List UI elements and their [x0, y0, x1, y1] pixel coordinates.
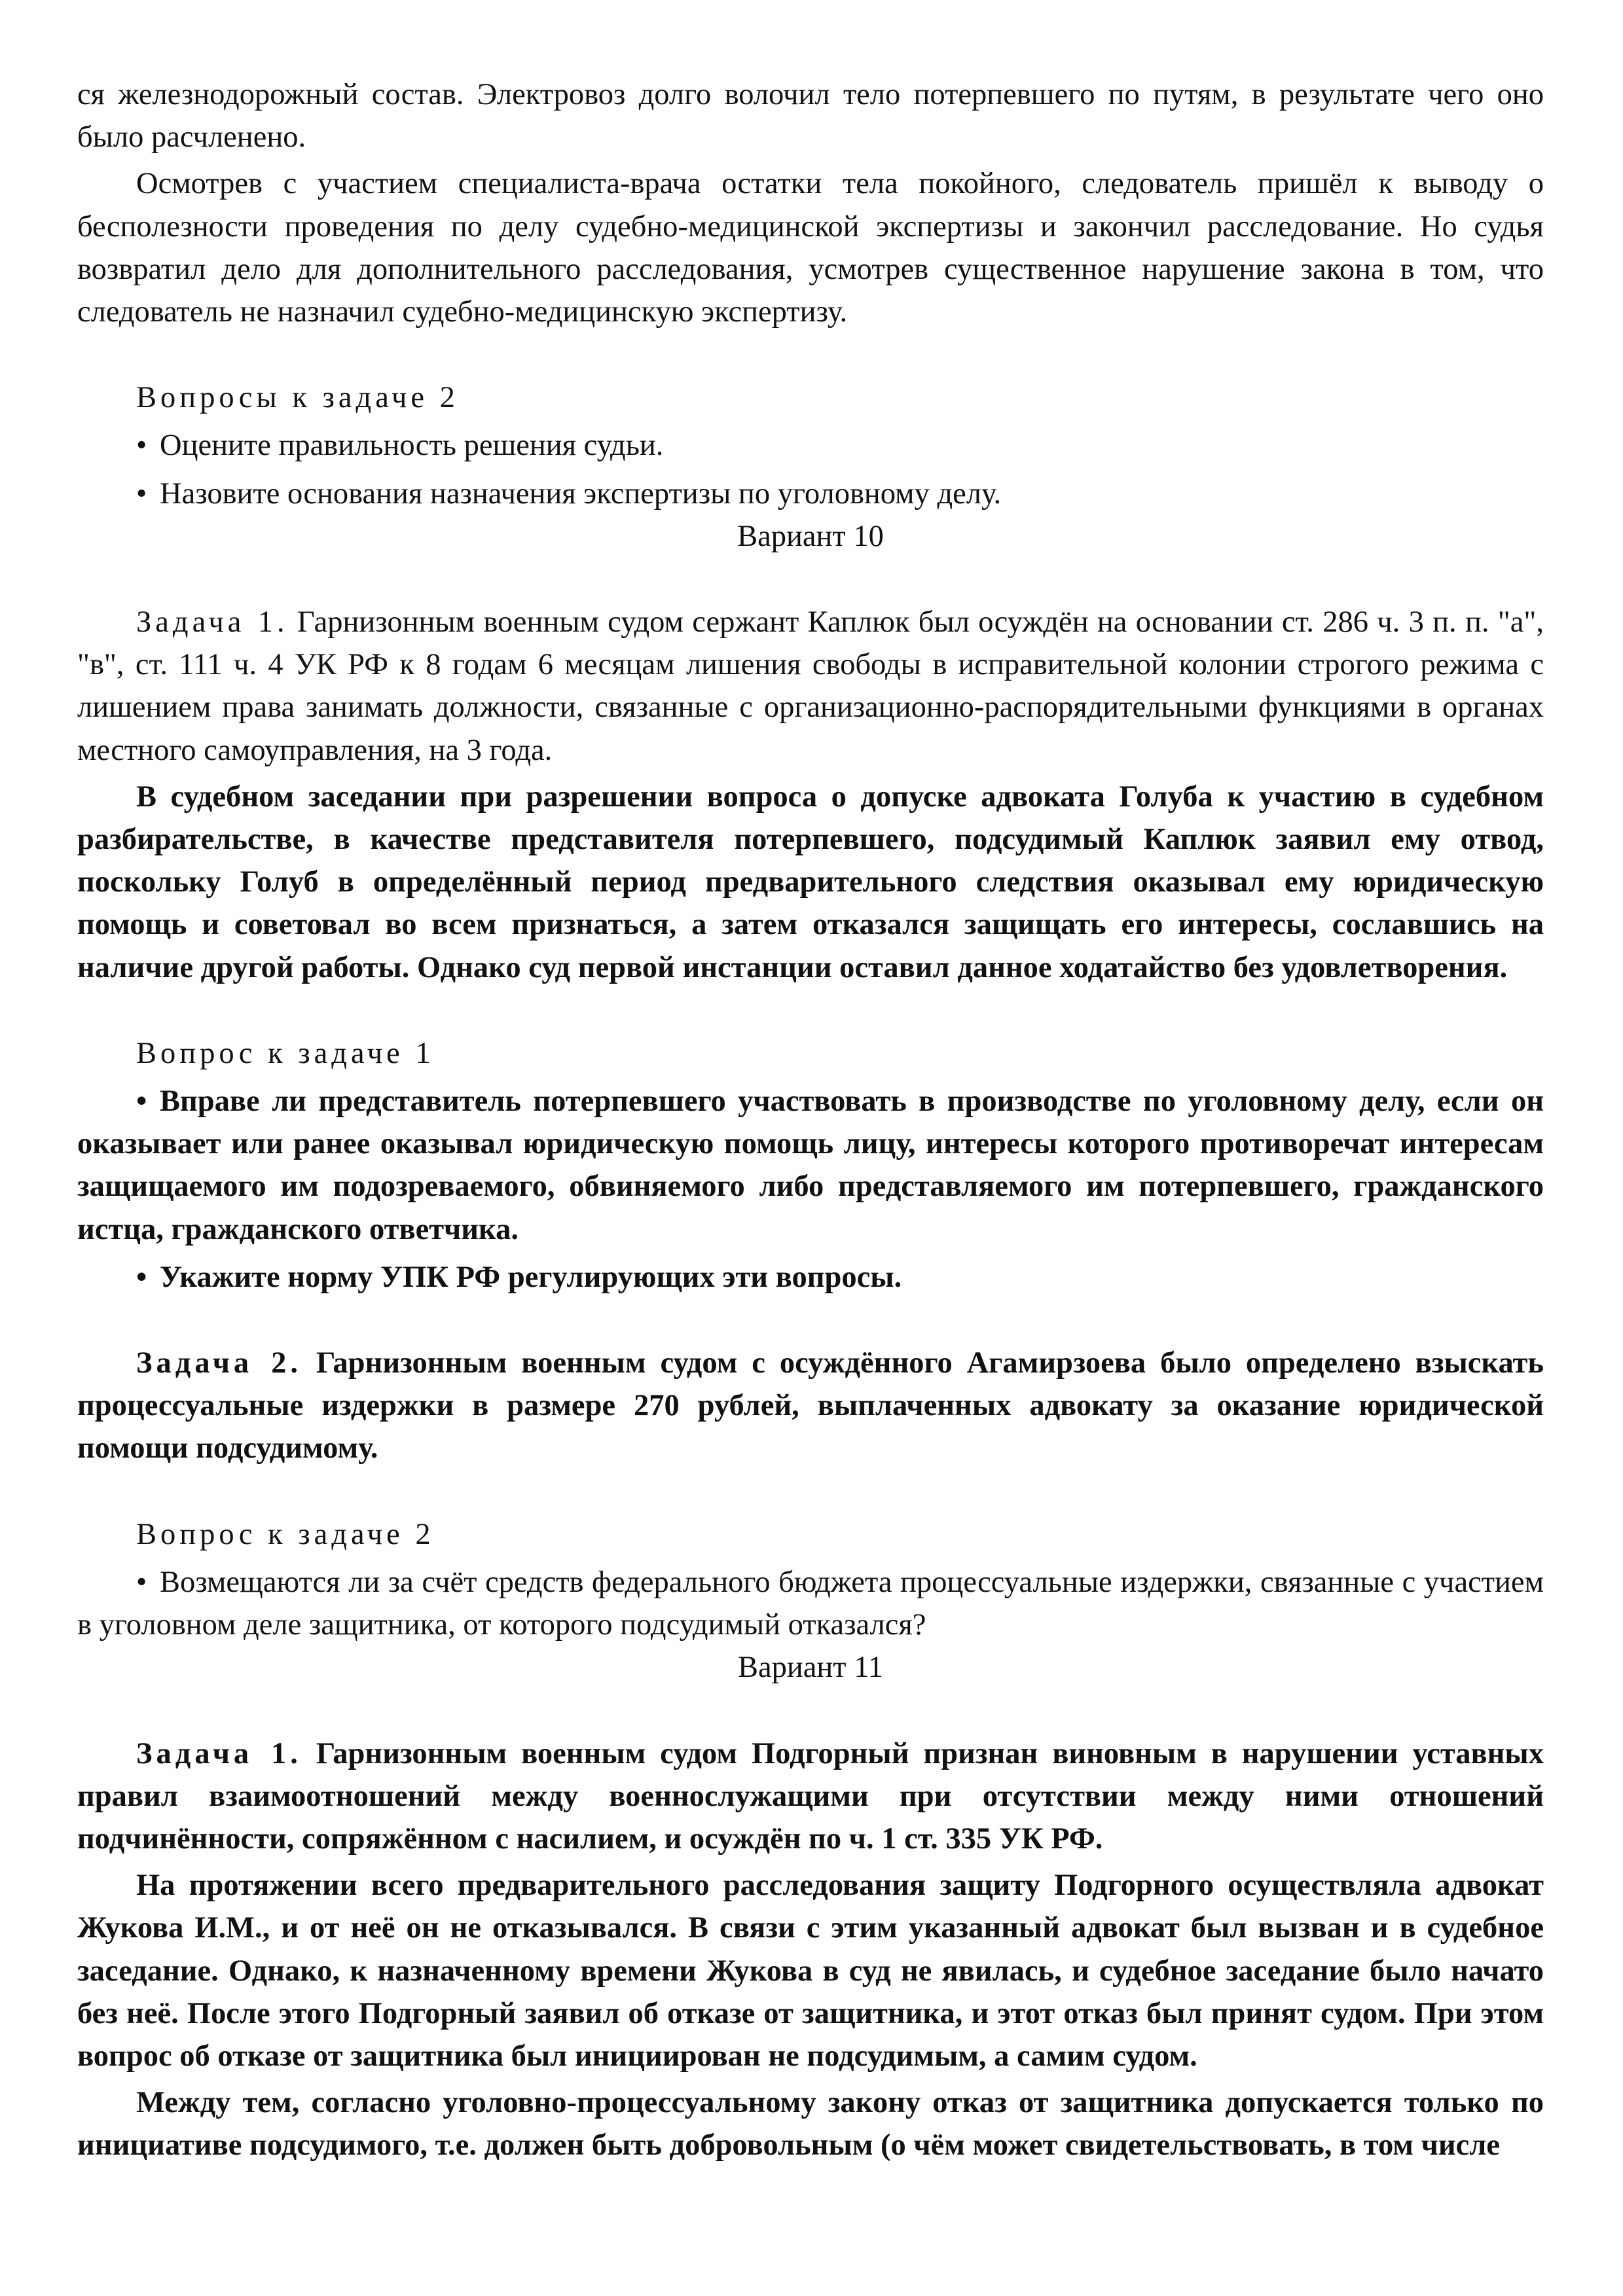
v11-task1-paragraph-3: Между тем, согласно уголовно-процессуальному закону отказ от защитника допускается только по инициативе подсудимого, т.е. должен быть добровольным (о чём может свидетельствовать, в том числе — [77, 2086, 1544, 2162]
bullet-icon: • — [136, 476, 147, 511]
questions-list — [77, 1561, 1544, 1646]
question-item: • Оцените правильность решения судьи. — [77, 424, 1544, 467]
v11-task1-paragraph-2: На протяжении всего предварительного расследования защиту Подгорного осуществляла адвокат Жукова И.М., и от неё он не отказывался. В связи с этим указанный адвокат был вызван и в судебное заседание. Однако, к назначенному времени Жукова в суд не явилась, и судебное заседание было начато без неё. После этого Подгорный заявил об отказе от защитника, и этот отказ был принят судом. При этом вопрос об отказе от защитника был инициирован не подсудимым, а самим судом. — [77, 1869, 1544, 2073]
question-item: • Возмещаются ли за счёт средств федерального бюджета процессуальные издержки, связанные с участием в уголовном деле защитника, от которого подсудимый отказался? — [77, 1561, 1544, 1646]
question-block-v10-task1 — [77, 1032, 1544, 1299]
paragraph-continued: ся железнодорожный состав. Электровоз долго волочил тело потерпевшего по путям, в результате чего оно было расчленено. — [77, 78, 1544, 154]
variant-11-heading: Вариант 11 — [737, 1651, 884, 1685]
question-block-v10-task2 — [77, 1513, 1544, 1647]
task-label: Задача 2. — [136, 1346, 302, 1380]
questions-list — [77, 1080, 1544, 1299]
question-item: • Назовите основания назначения экспертизы по уголовному делу. — [77, 473, 1544, 515]
questions-block-task2 — [77, 376, 1544, 515]
document-page — [77, 73, 1544, 2167]
paragraph-examination: Осмотрев с участием специалиста-врача остатки тела покойного, следователь пришёл к выводу о бесполезности проведения по делу судебно-медицинской экспертизы и закончил расследование. Но судья возвратил дело для дополнительного расследования, усмотрев существенное нарушение закона в том, что следователь не назначил судебно-медицинскую экспертизу. — [77, 167, 1544, 329]
v10-task1-paragraph: Задача 1. Гарнизонным военным судом сержант Каплюк был осуждён на основании ст. 286 ч. 3 п. п. "а", "в", ст. 111 ч. 4 УК РФ к 8 годам 6 месяцам лишения свободы в исправительной колонии строгого режима с лишением права занимать должности, связанные с организационно-распорядительными функциями в органах местного самоуправления, на 3 года. — [77, 605, 1544, 767]
bullet-icon: • — [136, 1260, 147, 1294]
bullet-icon: • — [136, 1085, 147, 1119]
v10-task2-paragraph: Задача 2. Гарнизонным военным судом с осуждённого Агамирзоева было определено взыскать процессуальные издержки в размере 270 рублей, выплаченных адвокату за оказание юридической помощи подсудимому. — [77, 1346, 1544, 1465]
question-item: • Вправе ли представитель потерпевшего участвовать в производстве по уголовному делу, если он оказывает или ранее оказывал юридическую помощь лицу, интересы которого противоречат интересам защищаемого им подозреваемого, обвиняемого либо представляемого им потерпевшего, гражданского истца, гражданского ответчика. — [77, 1080, 1544, 1251]
task-label: Задача 1. — [136, 1736, 302, 1770]
question-item: • Укажите норму УПК РФ регулирующих эти вопросы. — [77, 1256, 1544, 1299]
bullet-icon: • — [136, 429, 147, 463]
questions-list — [77, 424, 1544, 514]
v11-task1-paragraph: Задача 1. Гарнизонным военным судом Подгорный признан виновным в нарушении уставных правил взаимоотношений между военнослужащими при отсутствии между ними отношений подчинённости, сопряжённом с насилием, и осуждён по ч. 1 ст. 335 УК РФ. — [77, 1736, 1544, 1856]
task-label: Задача 1. — [136, 605, 289, 639]
v10-task1-paragraph-2: В судебном заседании при разрешении вопроса о допуске адвоката Голуба к участию в судебном разбирательстве, в качестве представителя потерпевшего, подсудимый Каплюк заявил ему отвод, поскольку Голуб в определённый период предварительного следствия оказывал ему юридическую помощь и советовал во всем признаться, а затем отказался защищать его интересы, сославшись на наличие другой работы. Однако суд первой инстанции оставил данное ходатайство без удовлетворения. — [77, 780, 1544, 984]
bullet-icon: • — [136, 1565, 147, 1599]
question-heading: Вопрос к задаче 1 — [136, 1036, 435, 1070]
questions-heading: Вопросы к задаче 2 — [136, 381, 459, 415]
variant-10-heading: Вариант 10 — [737, 519, 884, 553]
question-heading: Вопрос к задаче 2 — [136, 1517, 435, 1551]
